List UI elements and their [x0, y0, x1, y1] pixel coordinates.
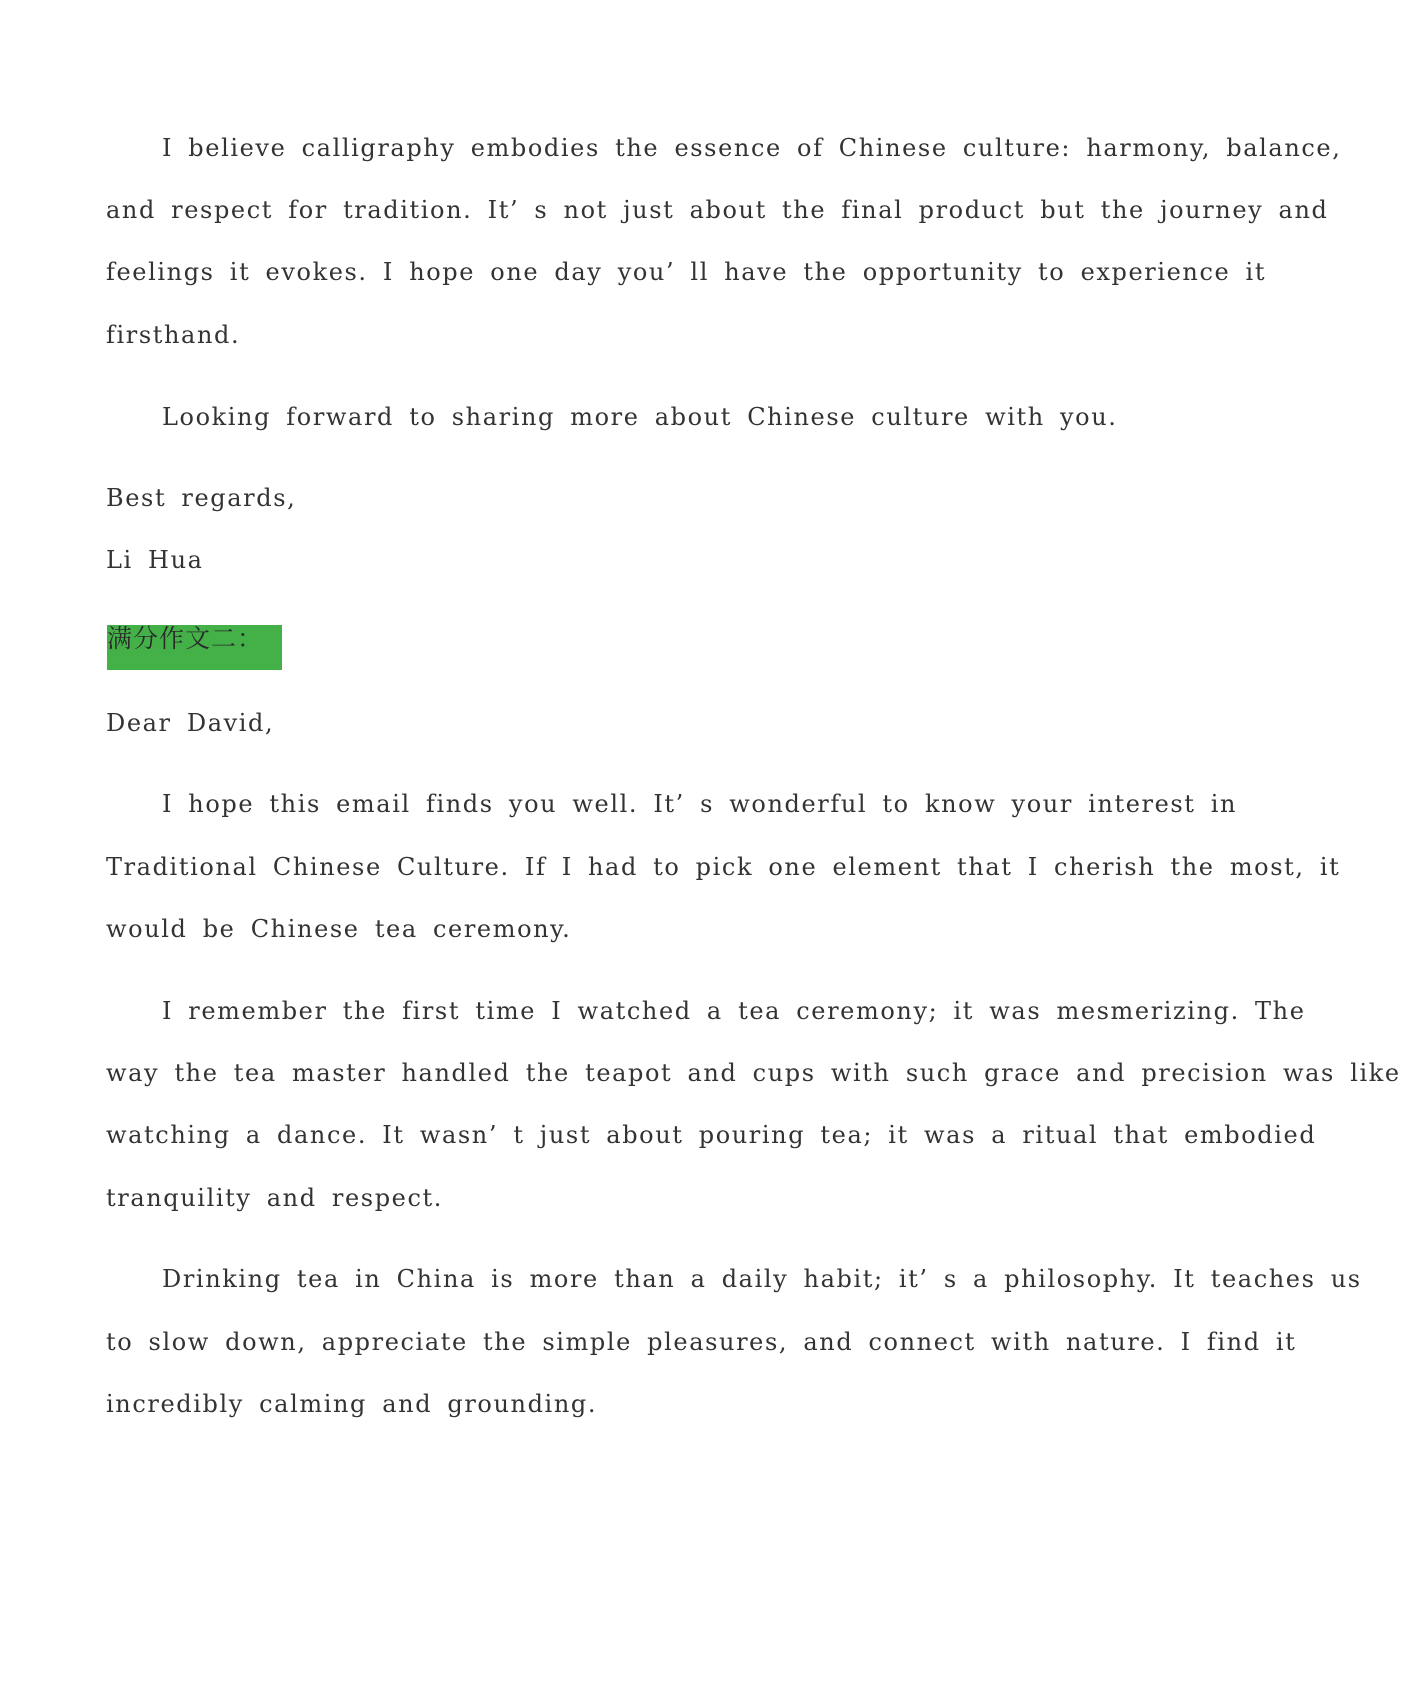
- essay-heading: 满分作文二：: [107, 624, 264, 653]
- remember-paragraph-line-2: way the tea master handled the teapot and cups with such grace and precision was like: [106, 1059, 1401, 1087]
- remember-paragraph-line-1: I remember the first time I watched a tea ceremony; it was mesmerizing. The: [162, 997, 1306, 1025]
- intro-paragraph-line-2: Traditional Chinese Culture. If I had to pick one element that I cherish the most, it: [106, 853, 1341, 881]
- calligraphy-paragraph-line-1: I believe calligraphy embodies the essence of Chinese culture: harmony, balance,: [162, 134, 1342, 162]
- drinking-paragraph-line-3: incredibly calming and grounding.: [106, 1390, 598, 1418]
- remember-paragraph-line-4: tranquility and respect.: [106, 1184, 443, 1212]
- closing-line: Best regards,: [106, 484, 297, 512]
- drinking-paragraph-line-2: to slow down, appreciate the simple pleasures, and connect with nature. I find it: [106, 1328, 1297, 1356]
- intro-paragraph-line-1: I hope this email finds you well. It’ s wonderful to know your interest in: [162, 790, 1238, 818]
- signature-line: Li Hua: [106, 546, 204, 574]
- salutation-line: Dear David,: [106, 709, 275, 737]
- remember-paragraph-line-3: watching a dance. It wasn’ t just about pouring tea; it was a ritual that embodied: [106, 1121, 1317, 1149]
- drinking-paragraph-line-1: Drinking tea in China is more than a daily habit; it’ s a philosophy. It teaches us: [162, 1265, 1362, 1293]
- intro-paragraph-line-3: would be Chinese tea ceremony.: [106, 915, 572, 943]
- calligraphy-paragraph-line-4: firsthand.: [106, 321, 241, 349]
- looking-forward-paragraph: Looking forward to sharing more about Chinese culture with you.: [162, 403, 1118, 431]
- calligraphy-paragraph-line-2: and respect for tradition. It’ s not just about the final product but the journey and: [106, 196, 1329, 224]
- calligraphy-paragraph-line-3: feelings it evokes. I hope one day you’ ll have the opportunity to experience it: [106, 258, 1267, 286]
